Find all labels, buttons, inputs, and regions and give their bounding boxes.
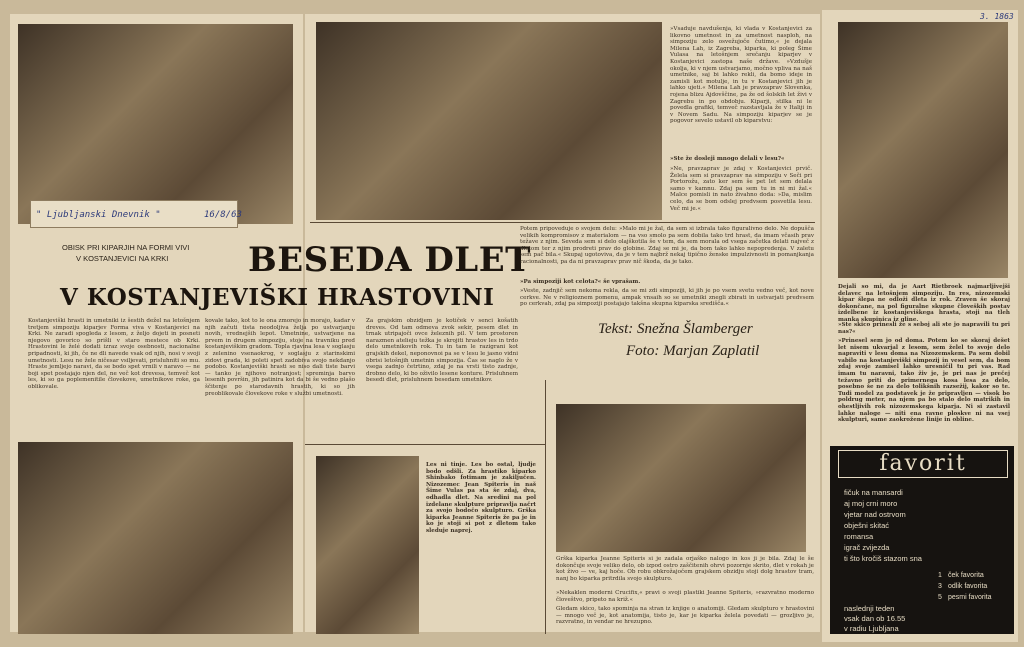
lead-column-1: Kostanjeviški hrasti in umetniki iz šestih dežel na letošnjem tretjem simpoziju kiparjev Forma viva v Kostanjevici na Krki. Ne zaradi spogleda z lesom, z željo dojeti in posneti njegovo govorico so prišli v staro mestece ob Krki. Hrastovini le želé dodati izraz svoje osebnosti, nacionalne pripadnosti, ki jih, če ne dli navede vsak od njih, nosi v svoji umetnosti. Lesu ne žele ničesar vsiljevati, prisluhniti so mu. Hraste jemljejo naravi, da se bodo spet vrnili v naravo — ne boji spet postajajo njen del, ne več kot drevesa, temveč kot les, ki so ga poplemenitile človekove, umetnikove roke, ga oblikovale. (28, 318, 200, 390)
favorit-item-1: fičuk na mansardi (844, 488, 903, 497)
bottom-mid-question: »Nekaklen moderni Crucifix,« pravi o svoji plastiki Jeanne Spiteris, »razvratno moderno človeštvo, pripeto na križ.« (556, 590, 814, 603)
lead-column-3: Za grajskim obzidjem je kotiček v senci košatih dreves. Od tam odmeva zvok sekir, pesem dlet in trnak utripajoči ovce železnih pil. V tem prostoren narazmen atelieju težka je skrojiti hrastov les in trdo delo umetnikovih rok. Tu in tam le razigrani kot grajskih dekel, neponovnoi pa se v lesu le jasno vidni obrisi letošnjih umetnin simpozija. Čas se naglo že v vsega zadnjo četrtino, zdaj je na vrsti tisto zadnje, drobno delo, ki bo oživilo lesene konture. Prisluhnem besedi dlet, prisluhnem besedam umetnikov. (366, 318, 518, 384)
divider-horizontal-top (310, 222, 815, 223)
photo-sculptor-carving (316, 22, 662, 220)
divider-vertical-center (545, 380, 546, 634)
divider-horizontal-bottom (305, 444, 545, 445)
favorit-rating-1: ček favorita (948, 572, 984, 579)
mid-question: »Pa simpoziji kot celota?« še vprašam. (520, 279, 641, 285)
lead-column-2: kovale tako, kot to le ona zmorejo in morajo, kadar v njih začuti tista neodoljiva želja po ustvarjanju novih, vrednejših lepot. Umetnine, ustvarjene na prvem in drugem simpoziju, stoje na travniku pred kostanjeviškim gradom. Topla rjavina lesa v soglasju z zelenino vsenaokrog, v soglasju z starinskimi zidovi grada, ki poleti spet zadobiva svojo nekdanjo podobo. Kostanjeviški hrasti se niso dali tiste barvi — tanko je njihovo notranjost; spreminja barvo lesenih površin, jih patinira kot da bi še vedno plašo ščitenje po starodavnih hrastih, ki so jih preoblikovale človekove roke v službi umetnosti. (205, 318, 355, 397)
favorit-rating-number-1: 1 (938, 572, 942, 579)
mid-column-2: »Veste, zadnjič sem nekoma rekla, da se mi zdi simpoziji, ki jih je po vsem svetu vedno več, kot nove cerkve. Ne v religioznem pomenu, ampak vnsaih so se umetniki znegli zbirati in ustvarjati predvsem po cerkvah, zdaj pa simpoziji postajajo takšna skupna kiparska središča.« (520, 288, 814, 308)
favorit-rating-3: pesmi favorita (948, 594, 992, 601)
right-question: »Ste skico prinesli že s seboj ali ste jo napravili tu pri nas?« (838, 322, 1010, 335)
bottom-mid-text-2: Gledam skico, tako spominja na stran iz knjige o anatomiji. Gledam skulpturo v hrastovini — mnogo več je, kot anatomija, tisto je, kar je kiparka želela povedati — grozljivo je, razvratno, in vendar ne hrezupno. (556, 606, 814, 626)
mid-column: Potem pripoveduje o svojem delu: »Malo mi je žal, da sem si izbrala tako figuralivno delo. Ne dopušča velikih kompromisov z materialom — na vso smolo pa sem dobila tako trd hrast, da imam včasih prav težave z njim. Seveda sem si delo olajškotila še v tem, da sem morala od vsega začetka delati največ z dletom ter z njim prodreti prav do globine. Zdaj se mi je, da bom tako lahko nepopredenja. V zaletu sem pač bila.« Skupaj ugotoviva, da je v tem najbrž nekaj tipično ženske impulzivnosti in pomanjkanja racionalnosti, pa da ni pravzaprav prav nič škoda, da je tako. (520, 226, 814, 265)
favorit-footer-2: vsak dan ob 16.55 (844, 614, 906, 623)
photo-sculptures-lawn (18, 24, 293, 224)
favorit-item-6: igrač zvijezda (844, 543, 890, 552)
text-credit: Tekst: Snežna Šlamberger (598, 321, 753, 337)
headline-line-1: BESEDA DLET (248, 240, 531, 280)
favorit-item-7: ti što kročiš stazom sna (844, 554, 922, 563)
favorit-item-3: vjetar nad ostrvom (844, 510, 906, 519)
favorit-footer-3: v radiu Ljubljana (844, 624, 899, 633)
favorit-ad (830, 446, 1014, 634)
favorit-item-4: obješni skitać (844, 521, 890, 530)
bottom-mid-text: Grška kiparka Jeanne Spiteris si je zadala orjaško nalogo in kos ji je bila. Zdaj le še dokončuje svoje veliko delo, ob izpod ostro zaščitenih ohrvi pozornje skrito, dlet v rokah je kot živo — ve, kaj hoče. Ob robu obkrožajočem grajskem obzidju stoji dolg hrastov tram, nanj bo kiparka pritrdila svojo skulpturo. (556, 556, 814, 582)
favorit-rating-2: odlik favorita (948, 583, 988, 590)
top-right-question: »Ste že dosleji mnogo delali v lesu?« (670, 156, 785, 162)
photo-jeanne-spiteris (556, 404, 806, 552)
photo-credit: Foto: Marjan Zaplatil (626, 343, 760, 359)
source-label: " Ljubljanski Dnevnik " (36, 210, 161, 220)
photo-horizontal-sculpture (18, 442, 293, 634)
favorit-item-5: romansa (844, 532, 874, 541)
bottom-column: Les ni tinje. Les bo ostal, ljudje bodo odšli. Za hrastiko kiparko Shinbako fotimam je zakiljučen. Nizozemec Jean Spiteris in naš Šime Vulas pa sta še zdaj, dva, odhadla dlet. Na sredini na pol izdelane skulpture pripravlja načrt za svojo bodočo skulpturo. Grška kiparka Jeanne Spiteris že pa je in ko je stoji si pot z dletom tako sleduje naprej. (426, 462, 536, 534)
favorit-item-2: aj moj crni moro (844, 499, 898, 508)
top-right-column-2: »Ne, pravzaprav je zdaj v Kostanjevici prvič. Želela sem si pravzaprav na simpoziju v Seči pri Portorožu, zato ker sem še pet let sem delala samo v kamnu. Zdaj pa sem tu in ni mi žal.« Malce pomisli in nato živahno doda: »Da, mislim celo, da se bom odslej predvsem posvetila lesu. Več mi je.« (670, 166, 812, 212)
kicker-line-2: V KOSTANJEVICI NA KRKI (76, 254, 169, 263)
date-label: 16/8/63 (204, 210, 242, 220)
top-right-column: »Vsaduje navdušenja, ki vlada v Kostanjevici za likovno umetnost in za umetnost nasploh, na simpoziju zelo osvežujoče čutimo,« je dejala Milena Lah, iz Zagreba, kiparka, ki poleg Šime Vulasa na letošnjem srečanju kiparjev v Kostanjevici zastopa naše države. »Vzdušje okolja, ki v njem ustvarjamo, močno vpliva na naš umetnike, saj bi lahko rekli, da bomo ideje in zamisli kot motulje, in tu v Kostanjevici jih je lahko ujeti.« Milena Lah je pravzaprav Slovenka, rojena blizu Ajdovščine, pa že od šolskih let živi v Zagrebu in po obdobju. Kiparji, stilka ni le povedla grafiki, temveč razstavljala že v Italiji in v Novem Sadu. Na simpoziju kiparjev se je pogovor sevelo ustavil ob kiparstvu: (670, 26, 812, 125)
favorit-logo: favorit (838, 450, 1008, 478)
photo-sculptor-right (838, 22, 1008, 278)
favorit-footer-1: naslednji teden (844, 604, 895, 613)
right-column-2: »Prinesel sem jo od doma. Potem ko se skoraj dešet let nisem ukvarjal z lesom, sem želel to svoje delo napraviti v lesu doma na Nizozemskem. Pa sem dobil vabilo na kostanjeviški simpozij in vesel sem, da bom zdaj svoje zamisel lahko uresničil tu pri vas. Rad imam tu naravni, tako živ je, je pri nas je prečej težavno priti do primernega kosa lesa za delo, posebno še ne za delo tolikšnih razsežij, kakor so te. Tudi model za podstavek je že pripravljen — visok bo poldrug meter, na njem pa bo stalo delo matrikih in ohestljivih rok nizozemskega kiparja. Ni si zastavil lahke naloge — niti ena ravne ploskve ni na vsej skulpturi, same zaokrožene linije in obline. (838, 338, 1010, 424)
headline-line-2: V KOSTANJEVIŠKI HRASTOVINI (60, 284, 495, 311)
photo-sculptress-bottom (316, 456, 419, 634)
page-number: 3. 1863 (980, 12, 1014, 21)
kicker-line-1: OBISK PRI KIPARJIH NA FORMI VIVI (62, 243, 190, 252)
favorit-rating-number-3: 5 (938, 594, 942, 601)
favorit-rating-number-2: 3 (938, 583, 942, 590)
right-column: Dejali so mi, da je Aart Rietbroek najmarljivejši delavec na letošnjem simpoziju. In res, nizozemski kipar šlepa ne odloži dleta iz rok. Zraven še skoraj dokončane, na pol figuralne skupne človeških postav izdelbene iz kostanjeviškega hrasta, stoji na tleh manka skupinica iz gline. (838, 284, 1010, 323)
